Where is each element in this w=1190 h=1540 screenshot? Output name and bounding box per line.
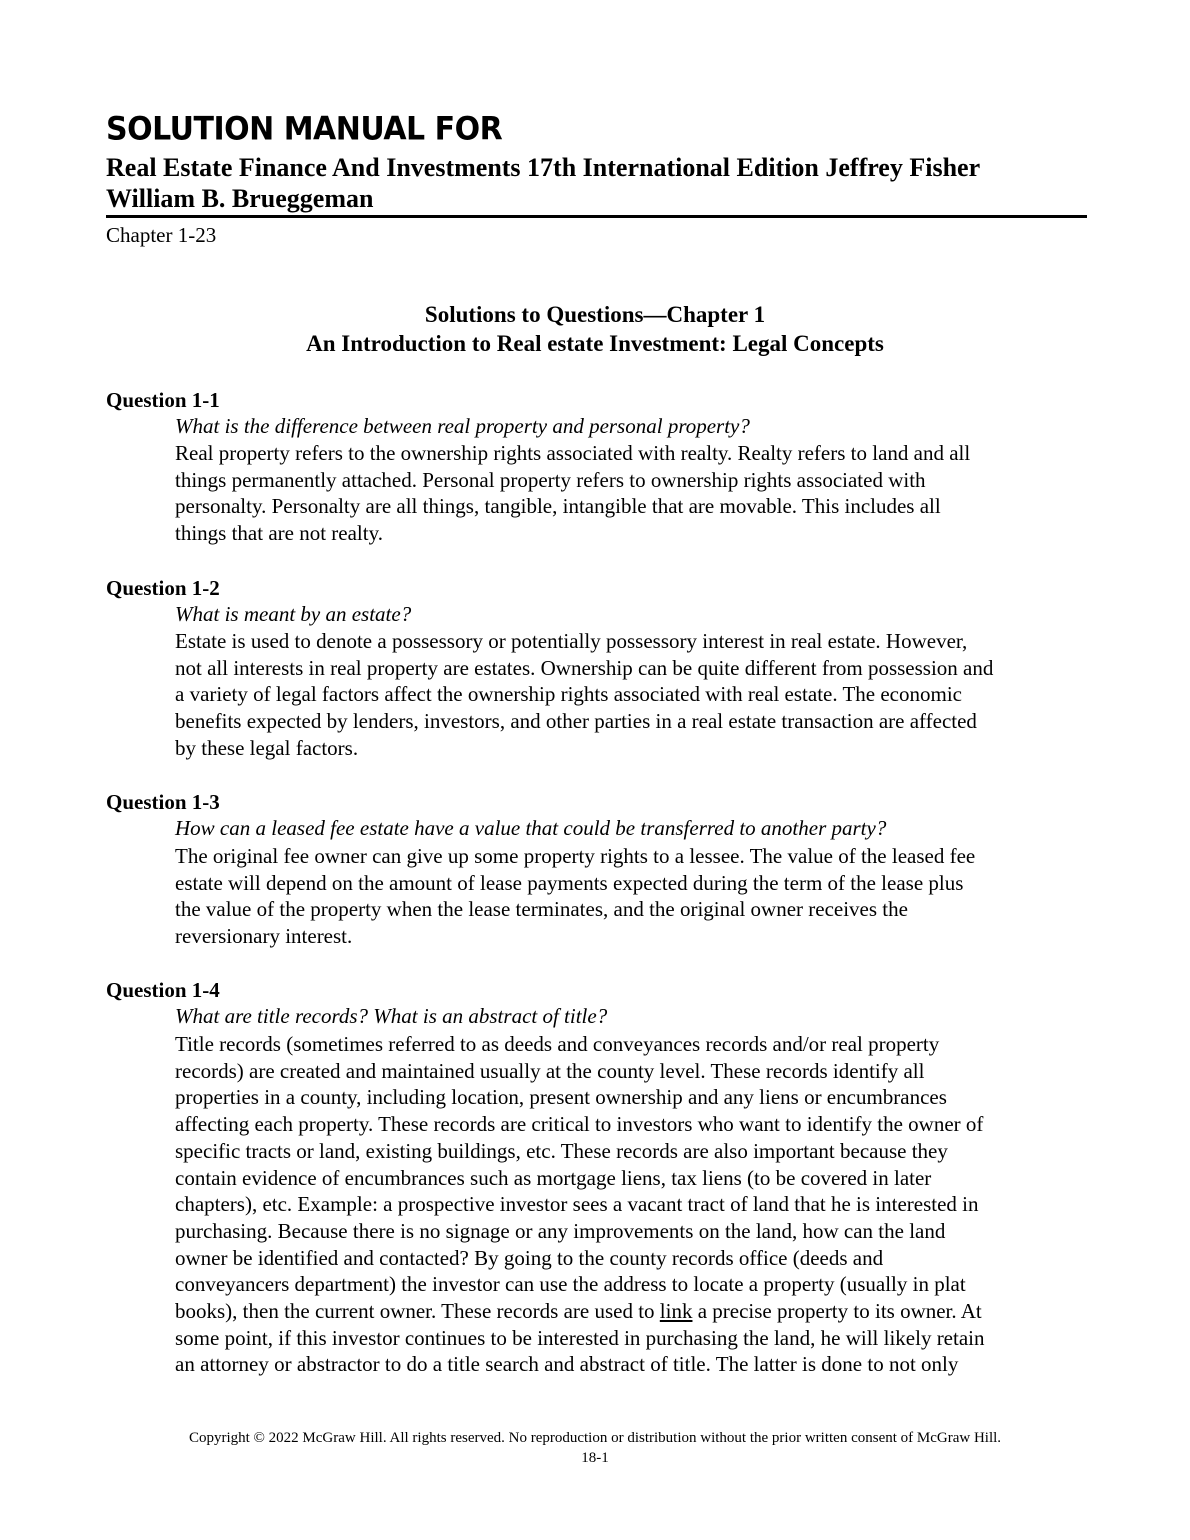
section-title: Solutions to Questions—Chapter 1: [424, 302, 766, 327]
section-heading: [0, 300, 1190, 358]
answer-line: things that are not realty.: [175, 521, 383, 546]
chapter-range: Chapter 1-23: [106, 223, 217, 247]
answer-line: personalty. Personalty are all things, tangible, intangible that are movable. This includes all: [175, 494, 941, 519]
answer-line: properties in a county, including location, present ownership and any liens or encumbrances: [175, 1085, 947, 1110]
underlined-link-word: link: [659, 1299, 693, 1324]
answer-line: things permanently attached. Personal property refers to ownership rights associated with: [175, 467, 926, 492]
answer-line: Real property refers to the ownership rights associated with realty. Realty refers to land and all: [175, 441, 971, 465]
book-title: [106, 152, 1086, 214]
question-text: How can a leased fee estate have a value that could be transferred to another party?: [175, 816, 887, 840]
answer-line: chapters), etc. Example: a prospective investor sees a vacant tract of land that he is interested in: [175, 1192, 979, 1217]
answer-line-with-link: [175, 1298, 1090, 1325]
answer-line: benefits expected by lenders, investors, and other parties in a real estate transaction are affected: [175, 709, 977, 734]
solution-manual-banner: SOLUTION MANUAL FOR: [106, 110, 503, 149]
answer-line: conveyancers department) the investor can use the address to locate a property (usually in plat: [175, 1272, 966, 1297]
answer-text: books), then the current owner. These records are used to: [175, 1299, 660, 1324]
question-label: Question 1-4: [106, 978, 220, 1002]
book-title-line-2: William B. Brueggeman: [106, 184, 374, 213]
copyright-footer: Copyright © 2022 McGraw Hill. All rights reserved. No reproduction or distribution without the prior written consent of McGraw Hill.: [188, 1430, 1002, 1446]
answer-line: not all interests in real property are estates. Ownership can be quite different from possession and: [175, 655, 994, 680]
answer-line: an attorney or abstractor to do a title search and abstract of title. The latter is done to not only: [175, 1352, 959, 1377]
answer-line: records) are created and maintained usually at the county level. These records identify all: [175, 1058, 925, 1083]
answer-text: a precise property to its owner. At: [692, 1299, 982, 1324]
section-subtitle: An Introduction to Real estate Investment: Legal Concepts: [306, 331, 884, 356]
answer-line: affecting each property. These records are critical to investors who want to identify the owner of: [175, 1112, 984, 1137]
question-text: What is meant by an estate?: [175, 602, 412, 626]
answer-line: by these legal factors.: [175, 735, 359, 760]
page-number: 18-1: [581, 1450, 609, 1466]
question-label: Question 1-2: [106, 576, 220, 600]
answer-line: contain evidence of encumbrances such as mortgage liens, tax liens (to be covered in later: [175, 1165, 932, 1190]
answer-line: Title records (sometimes referred to as deeds and conveyances records and/or real property: [175, 1032, 940, 1056]
answer-block: [175, 440, 1090, 547]
answer-line: some point, if this investor continues to be interested in purchasing the land, he will likely retain: [175, 1325, 985, 1350]
book-title-line-1: Real Estate Finance And Investments 17th International Edition Jeffrey Fisher: [106, 153, 981, 182]
answer-block: [175, 628, 1090, 762]
answer-line: Estate is used to denote a possessory or potentially possessory interest in real estate. However,: [175, 629, 968, 653]
answer-line: The original fee owner can give up some property rights to a lessee. The value of the leased fee: [175, 844, 976, 868]
question-text: What are title records? What is an abstract of title?: [175, 1004, 608, 1028]
answer-block: [175, 843, 1090, 950]
answer-block: [175, 1031, 1090, 1378]
answer-line: purchasing. Because there is no signage or any improvements on the land, how can the land: [175, 1218, 946, 1243]
answer-line: estate will depend on the amount of lease payments expected during the term of the lease plus: [175, 870, 964, 895]
answer-line: specific tracts or land, existing buildings, etc. These records are also important because they: [175, 1138, 948, 1163]
header-rule: [106, 215, 1087, 218]
question-label: Question 1-3: [106, 790, 220, 814]
answer-line: the value of the property when the lease terminates, and the original owner receives the: [175, 897, 908, 922]
question-label: Question 1-1: [106, 388, 220, 412]
question-text: What is the difference between real property and personal property?: [175, 414, 750, 438]
answer-line: owner be identified and contacted? By going to the county records office (deeds and: [175, 1245, 884, 1270]
answer-line: reversionary interest.: [175, 924, 353, 949]
answer-line: a variety of legal factors affect the ownership rights associated with real estate. The economic: [175, 682, 962, 707]
